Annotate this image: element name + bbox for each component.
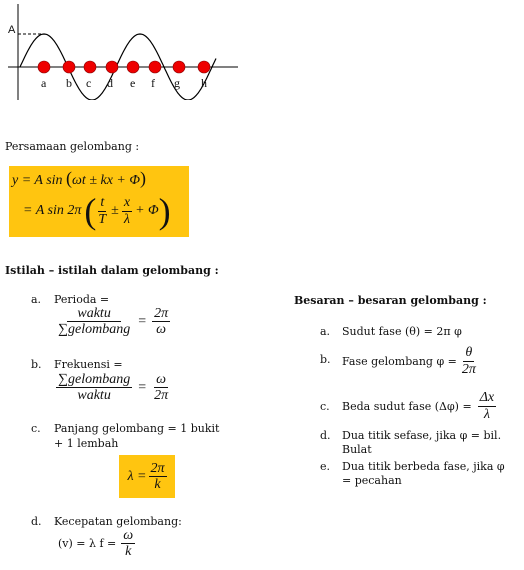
amplitude-label: A <box>8 24 16 36</box>
besaran-d-line1: Dua titik sefase, jika φ = bil. <box>342 429 502 442</box>
persamaan-heading: Persamaan gelombang : <box>5 140 140 153</box>
istilah-d-letter: d. <box>31 515 42 528</box>
point-label-a: a <box>41 76 47 90</box>
frac-x-lambda: $\frac{x}{\lambda}$ <box>123 195 131 227</box>
istilah-c-line2: + 1 lembah <box>54 437 119 450</box>
wave-point-f <box>149 61 161 73</box>
besaran-heading: Besaran – besaran gelombang : <box>294 294 487 307</box>
persamaan-line-1: y = A sin (ωt ± kx + Φ) <box>12 168 147 188</box>
besaran-e-line1: Dua titik berbeda fase, jika φ <box>342 460 505 473</box>
besaran-c-letter: c. <box>320 400 330 413</box>
persamaan-line-2: = A sin 2π ( $\frac{t}{T}$ ± $\frac{x}{\lambda}$ + Φ ) <box>23 191 171 231</box>
persamaan-formula-box <box>9 166 189 237</box>
besaran-c-row: Beda sudut fase (Δφ) = $\frac{\Delta x}{\lambda}$ <box>342 390 495 422</box>
kecepatan-formula: (v) = λ f = $\frac{\omega}{k}$ <box>58 528 134 560</box>
wave-point-a <box>38 61 50 73</box>
besaran-d-letter: d. <box>320 429 331 442</box>
wave-point-g <box>173 61 185 73</box>
point-label-d: d <box>107 76 113 90</box>
wave-svg <box>0 0 250 100</box>
point-label-c: c <box>86 76 92 90</box>
besaran-a-text: Sudut fase (θ) = 2π φ <box>342 325 462 338</box>
istilah-b-letter: b. <box>31 358 42 371</box>
wave-diagram <box>0 0 250 100</box>
besaran-b-row: Fase gelombang φ = $\frac{\theta}{2\pi}$ <box>342 345 476 377</box>
point-label-g: g <box>174 76 180 90</box>
frekuensi-formula: $\frac{\text{∑gelombang}}{\text{waktu}}$ = $\frac{\omega}{2\pi}$ <box>58 372 169 404</box>
point-label-f: f <box>151 76 155 90</box>
istilah-c-letter: c. <box>31 422 41 435</box>
wave-point-e <box>127 61 139 73</box>
perioda-formula: $\frac{\text{waktu}}{\text{∑gelombang}}$ = $\frac{2\pi}{\omega}$ <box>58 306 169 338</box>
istilah-c-line1: Panjang gelombang = 1 bukit <box>54 422 220 435</box>
besaran-a-letter: a. <box>320 325 331 338</box>
wave-point-b <box>63 61 75 73</box>
istilah-b-label: Frekuensi = <box>54 358 123 371</box>
besaran-b-letter: b. <box>320 353 331 366</box>
wave-point-h <box>198 61 210 73</box>
besaran-d-line2: Bulat <box>342 443 372 456</box>
istilah-a-letter: a. <box>31 293 42 306</box>
wave-point-c <box>84 61 96 73</box>
point-label-e: e <box>130 76 136 90</box>
wave-point-d <box>106 61 118 73</box>
frac-t-T: $\frac{t}{T}$ <box>98 195 107 227</box>
point-label-h: h <box>201 76 207 90</box>
istilah-d-label: Kecepatan gelombang: <box>54 515 182 528</box>
point-label-b: b <box>66 76 72 90</box>
istilah-heading: Istilah – istilah dalam gelombang : <box>5 264 219 277</box>
lambda-formula-box: λ = $\frac{2\pi}{k}$ <box>119 455 175 498</box>
istilah-a-label: Perioda = <box>54 293 110 306</box>
besaran-e-letter: e. <box>320 460 331 473</box>
besaran-e-line2: = pecahan <box>342 474 402 487</box>
